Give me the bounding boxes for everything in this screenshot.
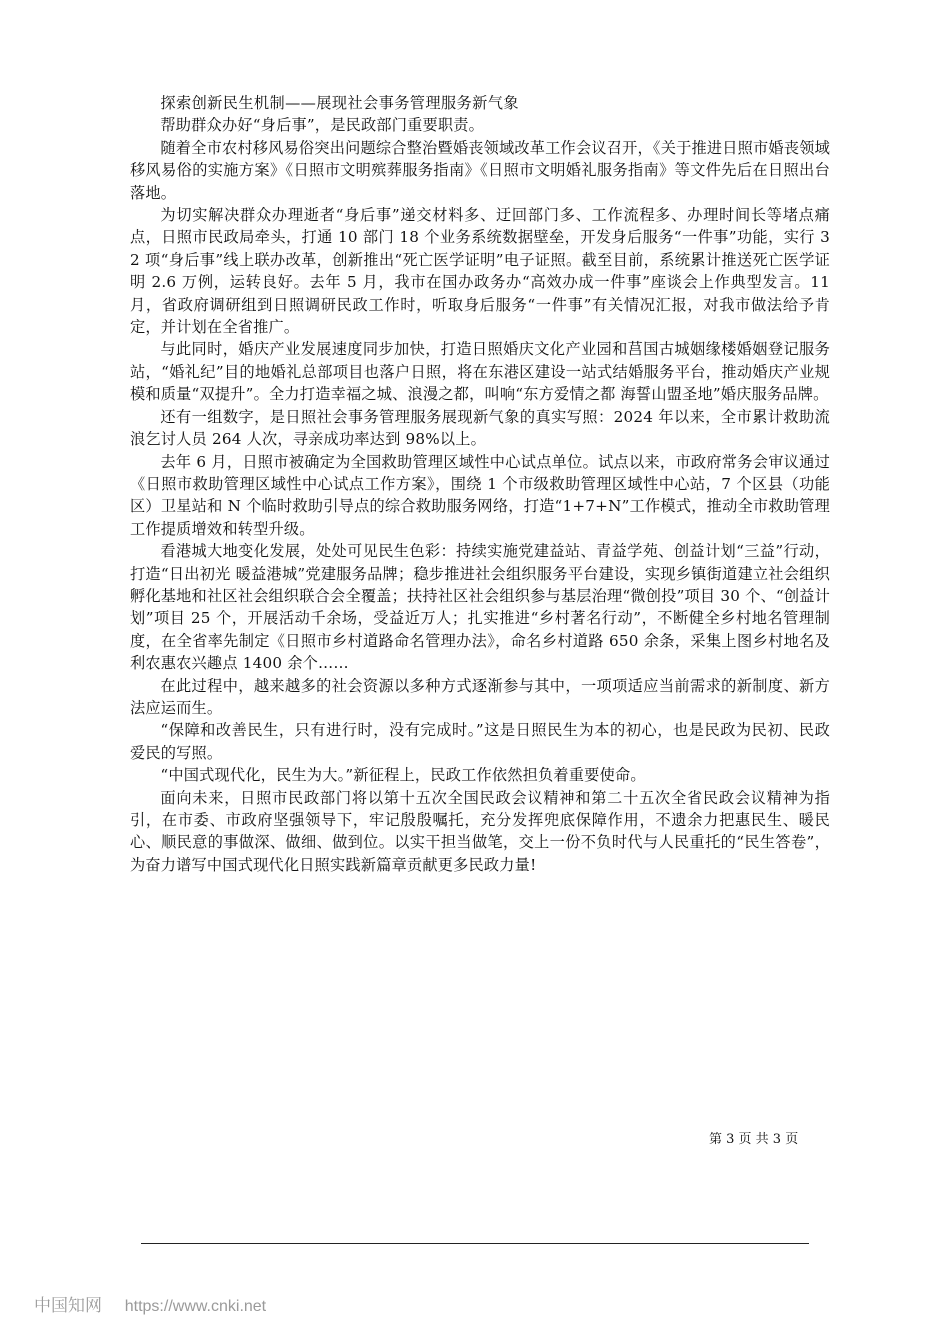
article-body [130,92,830,876]
footer-divider [141,1243,809,1244]
paragraph: 面向未来，日照市民政部门将以第十五次全国民政会议精神和第二十五次全省民政会议精神为指引，在市委、市政府坚强领导下，牢记殷殷嘱托，充分发挥兜底保障作用，不遗余力把惠民生、暖民心、顺民意的事做深、做细、做到位。以实干担当做笔，交上一份不负时代与人民重托的“民生答卷”，为奋力谱写中国式现代化日照实践新篇章贡献更多民政力量! [130,788,830,874]
paragraph: 看港城大地变化发展，处处可见民生色彩：持续实施党建益站、青益学苑、创益计划“三益”行动，打造“日出初光 暖益港城”党建服务品牌；稳步推进社会组织服务平台建设，实现乡镇街道建立社会组织孵化基地和社区社会组织联合会全覆盖；扶持社区社会组织参与基层治理“微创投”项目 30 个、“创益计划”项目 25 个，开展活动千余场，受益近万人；扎实推进“乡村著名行动”，不断健全乡村地名管理制度，在全省率先制定《日照市乡村道路命名管理办法》，命名乡村道路 650 余条，采集上图乡村地名及利农惠农兴趣点 1400 余个…… [130,542,830,673]
watermark-brand: 中国知网 [34,1296,102,1315]
paragraph: “中国式现代化，民生为大。”新征程上，民政工作依然担负着重要使命。 [160,766,646,785]
cnki-watermark [34,1295,266,1318]
paragraph: 去年 6 月，日照市被确定为全国救助管理区域性中心试点单位。试点以来，市政府常务会审议通过《日照市救助管理区域性中心试点工作方案》，围绕 1 个市级救助管理区域性中心站，7 个区县（功能区）卫星站和 N 个临时救助引导点的综合救助服务网络，打造“1+7+N”工作模式，推动全市救助管理工作提质增效和转型升级。 [130,452,830,538]
page-number: 第 3 页 共 3 页 [709,1132,799,1147]
paragraph: 与此同时，婚庆产业发展速度同步加快，打造日照婚庆文化产业园和莒国古城姻缘楼婚姻登记服务站，“婚礼纪”目的地婚礼总部项目也落户日照，将在东港区建设一站式结婚服务平台，推动婚庆产业规模和质量“双提升”。全力打造幸福之城、浪漫之都，叫响“东方爱情之都 海誓山盟圣地”婚庆服务品牌。 [130,340,830,404]
paragraph: 在此过程中，越来越多的社会资源以多种方式逐渐参与其中，一项项适应当前需求的新制度、新方法应运而生。 [130,676,830,717]
paragraph: 随着全市农村移风易俗突出问题综合整治暨婚丧领域改革工作会议召开，《关于推进日照市婚丧领域移风易俗的实施方案》《日照市文明殡葬服务指南》《日照市文明婚礼服务指南》等文件先后在日照出台落地。 [130,138,830,202]
paragraph: 为切实解决群众办理逝者“身后事”递交材料多、迂回部门多、工作流程多、办理时间长等堵点痛点，日照市民政局牵头，打通 10 部门 18 个业务系统数据壁垒，开发身后服务“一件事”功能，实行 32 项“身后事”线上联办改革，创新推出“死亡医学证明”电子证照。截至目前，系统累计推送死亡医学证明 2.6 万例，运转良好。去年 5 月，我市在国办政务办“高效办成一件事”座谈会上作典型发言。11 月，省政府调研组到日照调研民政工作时，听取身后服务“一件事”有关情况汇报，对我市做法给予肯定，并计划在全省推广。 [130,206,830,337]
paragraph: “保障和改善民生，只有进行时，没有完成时。”这是日照民生为本的初心，也是民政为民初、民政爱民的写照。 [130,721,830,762]
paragraph: 帮助群众办好“身后事”，是民政部门重要职责。 [160,116,485,135]
watermark-url: https://www.cnki.net [124,1298,267,1315]
section-heading: 探索创新民生机制——展现社会事务管理服务新气象 [160,94,519,112]
paragraph: 还有一组数字，是日照社会事务管理服务展现新气象的真实写照：2024 年以来，全市累计救助流浪乞讨人员 264 人次，寻亲成功率达到 98%以上。 [130,407,830,449]
